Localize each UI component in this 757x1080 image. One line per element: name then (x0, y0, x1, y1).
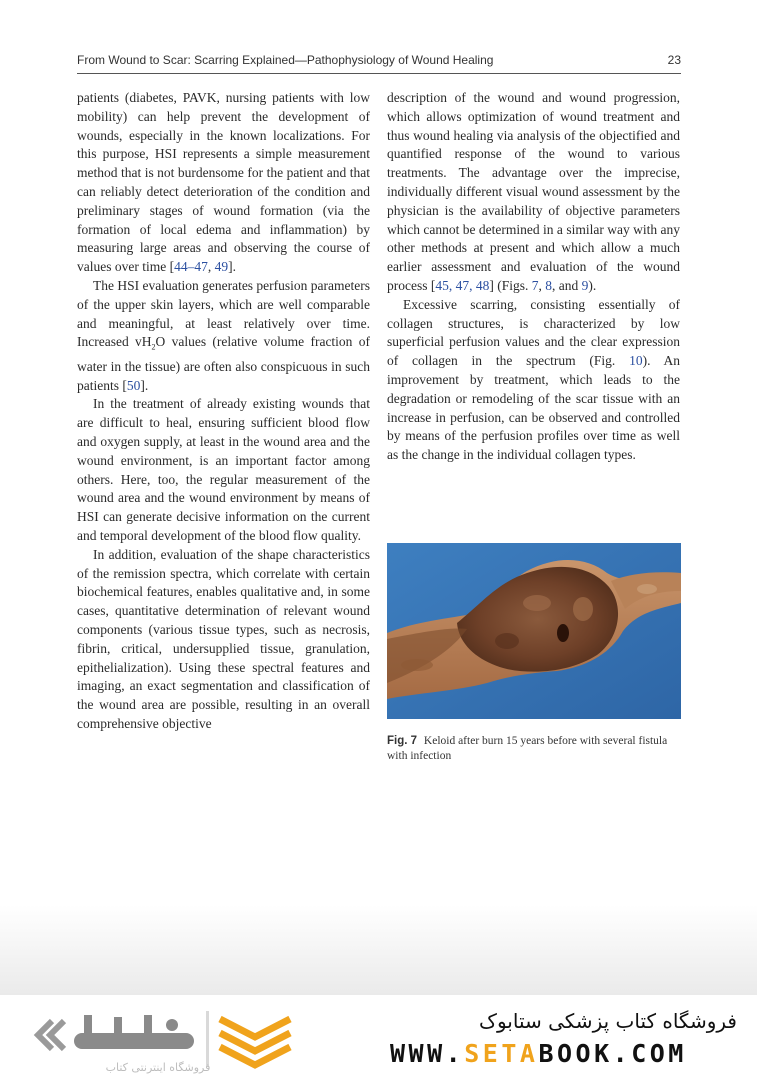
figure-label: Fig. 7 (387, 735, 418, 747)
citation-link[interactable]: 44–47 (174, 259, 208, 275)
keloid-arm-illustration (387, 543, 681, 719)
paragraph: The HSI evaluation generates perfusion parameters of the upper skin layers, which are well comparable and meaningful, at least relatively over time. Increased $vH_2O$ values (relative volume fraction of water in the tissue) are often also conspicuous in such patients [50]. (77, 277, 371, 393)
figure-7-photo (387, 543, 681, 719)
paragraph: patients (diabetes, PAVK, nursing patients with low mobility) can help prevent the development of wounds, especially in the known localizations. For this purpose, HSI represents a simple measurement method that is not burdensome for the patient and that can reliably detect deterioration of the condition and preliminary stages of wound formation (via the formation of local edema and inflammation) by measuring large areas and observing the course of values over time [44–47, 49]. (77, 90, 370, 275)
citation-link[interactable]: 49 (214, 259, 229, 275)
right-column (387, 89, 680, 465)
left-column (77, 89, 370, 734)
paragraph: Excessive scarring, consisting essentially of collagen structures, is characterized by low superficial perfusion values and the clear expression of collagen in the spectrum (Fig. 10). An improvement by treatment, which leads to the degradation or remodeling of the scar tissue with an increase in perfusion, can be observed and controlled by means of the perfusion profiles over time as well as the change in the individual collagen types. (387, 296, 680, 463)
figure-caption (387, 734, 681, 764)
figure-link[interactable]: 10 (629, 353, 643, 369)
bottom-shadow (0, 905, 757, 1000)
watermark-footer (0, 995, 757, 1080)
figure-link[interactable]: 9 (581, 277, 589, 293)
logo-tagline: فروشگاه اینترنتی کتاب (105, 1061, 211, 1074)
citation-link[interactable]: 50 (126, 377, 141, 393)
figure-caption-text: Keloid after burn 15 years before with several fistula with infection (387, 735, 668, 762)
figure-link[interactable]: 8 (545, 277, 552, 293)
citation-link[interactable]: 45, 47, 48 (435, 277, 490, 293)
page-number: 23 (667, 53, 681, 67)
paragraph: In the treatment of already existing wounds that are difficult to heal, ensuring sufficient blood flow and oxygen supply, at least in the wound area and the wound environment, is an important factor among others. Here, too, the regular measurement of the wound area and the wound environment by means of HSI can generate decisive information on the current and temporal development of the blood flow quality. (77, 396, 370, 544)
setabook-logo (30, 1007, 295, 1074)
paragraph: description of the wound and wound progression, which allows optimization of wound treatment and thus wound healing via analysis of the objectified and quantified response of the wound to various treatments. The advantage over the imprecise, individually different visual wound assessment by the physician is the availability of objective parameters which cannot be determined in a similar way with any other methods at present and which allow a much earlier assessment and evaluation of the wound process [45, 47, 48] (Figs. 7, 8, and 9). (387, 90, 680, 293)
shop-title: فروشگاه کتاب پزشکی ستابوک (479, 1009, 737, 1033)
figure-link[interactable]: 7 (531, 277, 539, 293)
paragraph: In addition, evaluation of the shape characteristics of the remission spectra, which correlate with certain biochemical features, enables qualitative and, in some cases, quantitative determination of relevant wound components (various tissue types, such as necrosis, fibrin, critical, undersupplied tissue, granulation, epithelialization). Using these spectral features and imaging, an exact segmentation and classification of the wound area are possible, resulting in an overall comprehensive objective (77, 546, 370, 731)
shop-url[interactable]: WWW.SETABOOK.COM (390, 1039, 687, 1068)
running-header (77, 51, 681, 74)
running-title: From Wound to Scar: Scarring Explained—Pathophysiology of Wound Healing (77, 53, 494, 67)
